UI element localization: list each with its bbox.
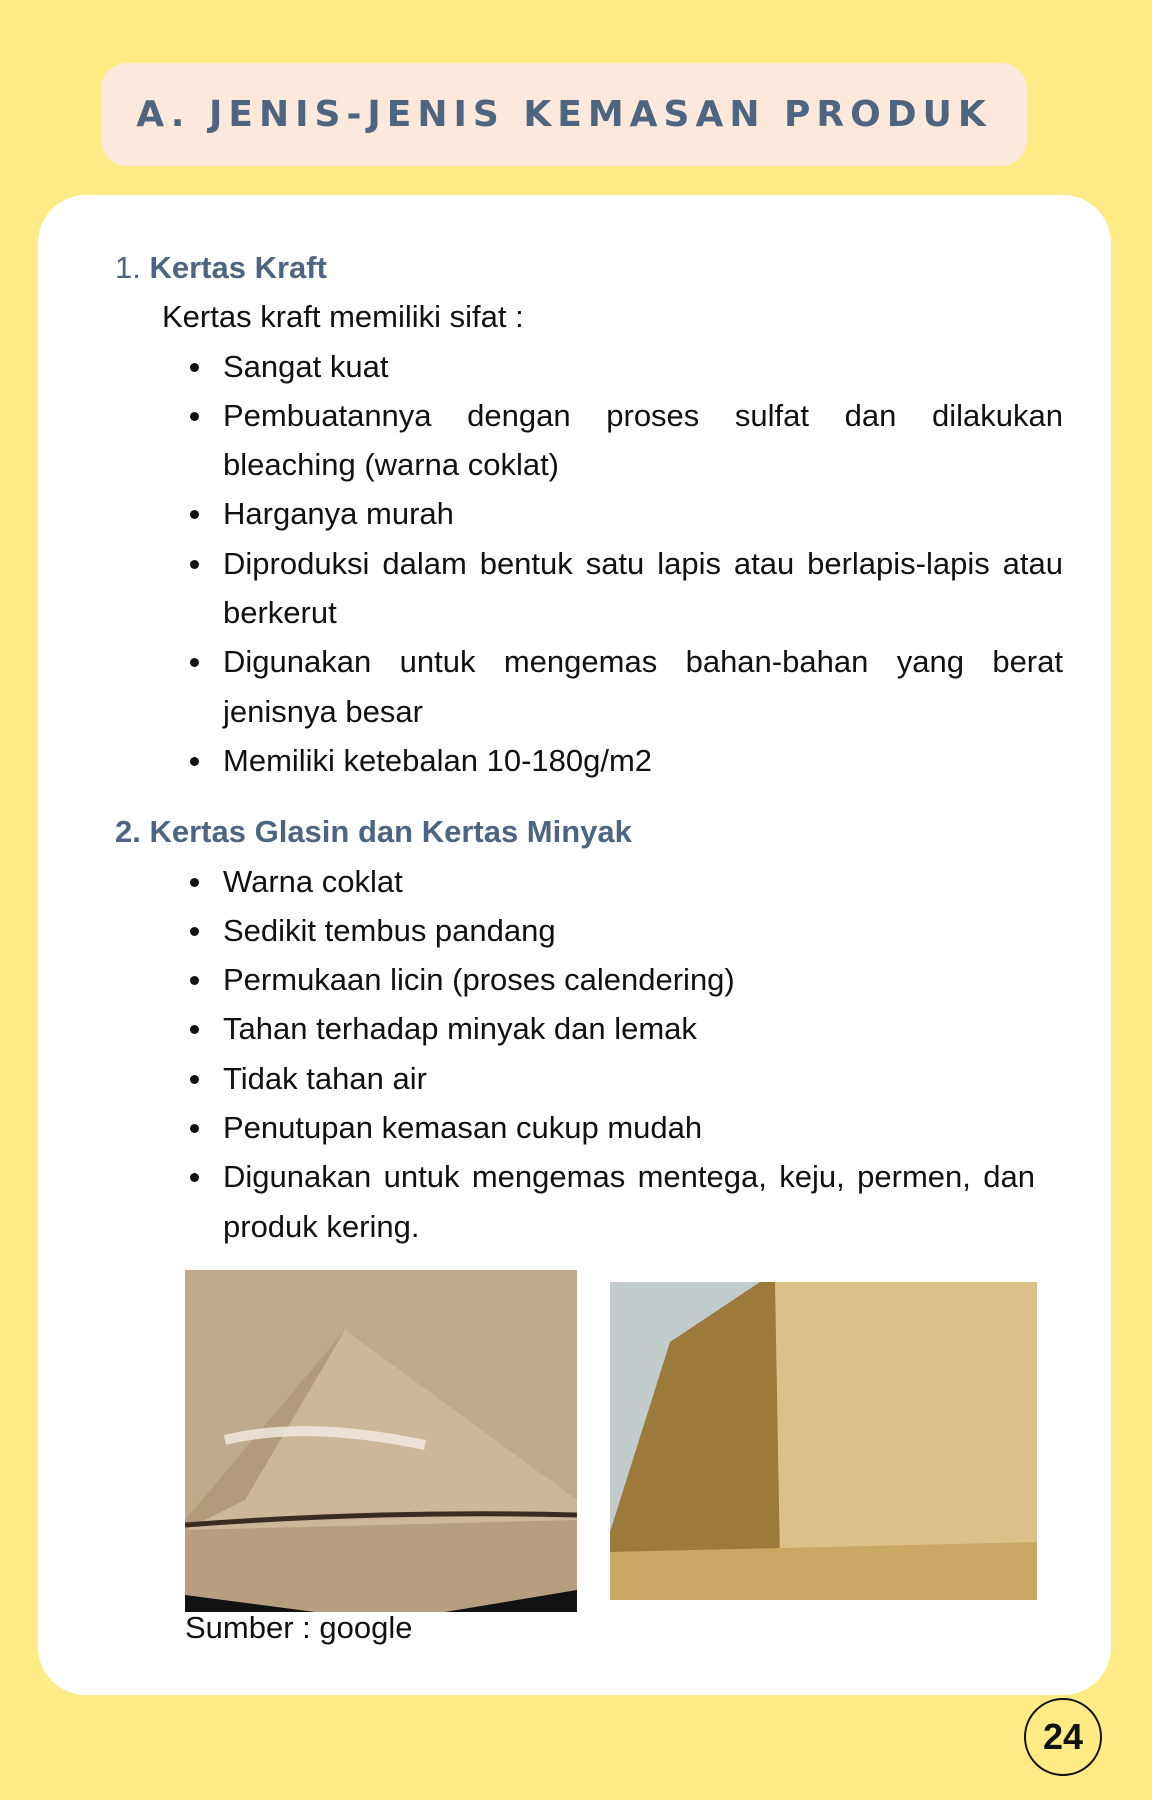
list-item: Diproduksi dalam bentuk satu lapis atau berlapis-lapis atau berkerut	[223, 539, 1063, 638]
list-item: Tidak tahan air	[223, 1054, 1063, 1103]
list-item: Sedikit tembus pandang	[223, 906, 1063, 955]
section-kertas-kraft	[115, 243, 1063, 785]
section-heading-text: Kertas Kraft	[149, 250, 327, 285]
page-number: 24	[1024, 1698, 1102, 1776]
list-item: Digunakan untuk mengemas bahan-bahan yang berat jenisnya besar	[223, 637, 1063, 736]
list-item: Permukaan licin (proses calendering)	[223, 955, 1063, 1004]
section-kertas-glasin	[115, 807, 1063, 1251]
content	[115, 243, 1063, 1251]
list-item: Harganya murah	[223, 489, 1063, 538]
kraft-paper-image	[185, 1270, 577, 1612]
list-item: Memiliki ketebalan 10-180g/m2	[223, 736, 1063, 785]
section-number: 2.	[115, 814, 141, 850]
section-number: 1.	[115, 250, 141, 285]
title-banner	[101, 63, 1027, 166]
bullet-list	[115, 342, 1063, 786]
list-item: Penutupan kemasan cukup mudah	[223, 1103, 1063, 1152]
section-heading	[115, 807, 1063, 856]
image-source-caption: Sumber : google	[185, 1610, 413, 1645]
section-intro: Kertas kraft memiliki sifat :	[162, 299, 524, 335]
page-title: A. JENIS-JENIS KEMASAN PRODUK	[136, 94, 992, 135]
section-heading	[115, 243, 1063, 292]
list-item: Pembuatannya dengan proses sulfat dan dilakukan bleaching (warna coklat)	[223, 391, 1063, 490]
list-item: Warna coklat	[223, 857, 1063, 906]
list-item: Tahan terhadap minyak dan lemak	[223, 1004, 1063, 1053]
list-item: Digunakan untuk mengemas mentega, keju, permen, dan produk kering.	[223, 1152, 1063, 1251]
list-item: Sangat kuat	[223, 342, 1063, 391]
section-heading-text: Kertas Glasin dan Kertas Minyak	[149, 814, 632, 850]
glassine-paper-image	[610, 1282, 1037, 1600]
bullet-list	[115, 857, 1063, 1251]
